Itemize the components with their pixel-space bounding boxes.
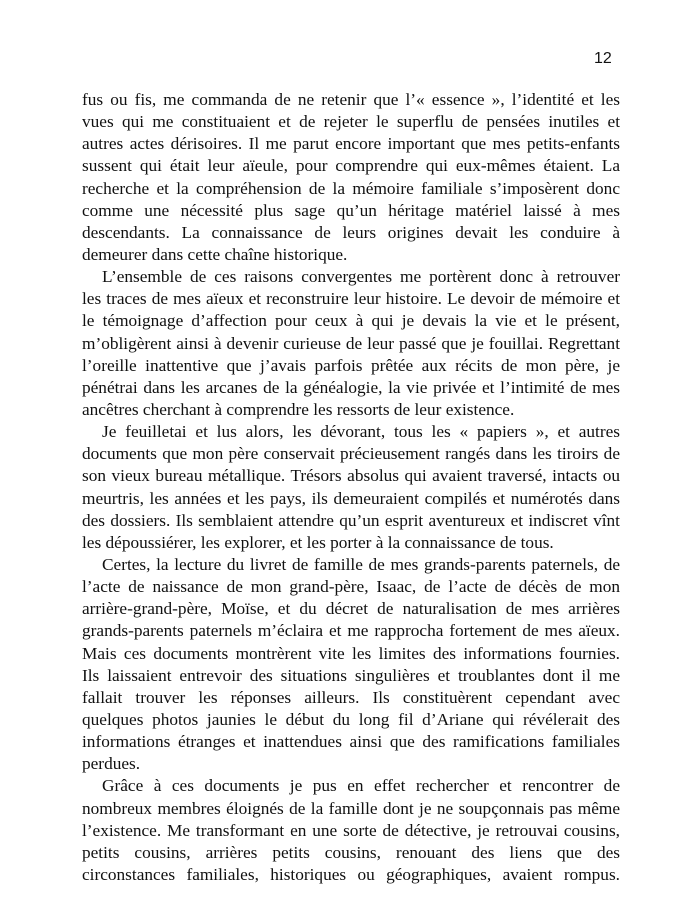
text-line: documents que mon père conservait précieusement rangés dans les tiroirs de (82, 444, 620, 464)
text-line: son vieux bureau métallique. Trésors absolus qui avaient traversé, intacts ou (82, 466, 620, 486)
text-line: meurtris, les années et les pays, ils demeuraient compilés et numérotés dans (82, 488, 620, 508)
paragraph (82, 266, 620, 421)
paragraph (82, 554, 620, 775)
text-line: le témoignage d’affection pour ceux à qui je devais la vie et le présent, (82, 311, 620, 331)
text-line: sussent qui était leur aïeule, pour comprendre qui eux-mêmes étaient. La (82, 156, 620, 176)
text-line: Je feuilletai et lus alors, les dévorant, tous les « papiers », et autres (102, 422, 620, 442)
text-line: Grâce à ces documents je pus en effet rechercher et rencontrer de (102, 776, 620, 796)
text-line: m’obligèrent ainsi à devenir curieuse de leur passé que je fouillai. Regrettant (82, 333, 620, 353)
text-line: Ils laissaient entrevoir des situations singulières et troublantes dont il me (82, 665, 620, 685)
text-line: perdues. (82, 754, 141, 774)
text-line: ancêtres cherchant à comprendre les ressorts de leur existence. (82, 399, 515, 419)
text-line: circonstances familiales, historiques ou géographiques, avaient rompus. (82, 864, 620, 884)
text-line: quelques photos jaunies le début du long fil d’Ariane qui révélerait des (82, 709, 620, 729)
text-line: descendants. La connaissance de leurs origines devait les conduire à (82, 222, 620, 242)
body-text (82, 89, 620, 886)
text-line: nombreux membres éloignés de la famille dont je ne soupçonnais pas même (82, 798, 620, 818)
text-line: petits cousins, arrières petits cousins, renouant des liens que des (82, 842, 620, 862)
text-line: les dépoussiérer, les explorer, et les porter à la connaissance de tous. (82, 532, 554, 552)
text-line: pénétrai dans les arcanes de la généalogie, la vie privée et l’intimité de mes (82, 377, 620, 397)
text-line: arrière-grand-père, Moïse, et du décret de naturalisation de mes arrières (82, 599, 620, 619)
paragraph (82, 421, 620, 554)
paragraph (82, 775, 620, 886)
text-line: l’existence. Me transformant en une sorte de détective, je retrouvai cousins, (82, 820, 620, 840)
text-line: autres actes dérisoires. Il me parut encore important que mes petits-enfants (82, 134, 620, 154)
page-number: 12 (594, 50, 612, 67)
text-line: l’acte de naissance de mon grand-père, Isaac, de l’acte de décès de mon (82, 577, 620, 597)
text-line: grands-parents paternels m’éclaira et me rapprocha fortement de mes aïeux. (82, 621, 620, 641)
text-line: les traces de mes aïeux et reconstruire leur histoire. Le devoir de mémoire et (82, 289, 620, 309)
text-line: recherche et la compréhension de la mémoire familiale s’imposèrent donc (82, 178, 620, 198)
text-line: demeurer dans cette chaîne historique. (82, 244, 348, 264)
text-line: informations étranges et inattendues ainsi que des ramifications familiales (82, 732, 620, 752)
text-line: des dossiers. Ils semblaient attendre qu’un esprit aventureux et indiscret vînt (82, 510, 620, 530)
text-line: L’ensemble de ces raisons convergentes me portèrent donc à retrouver (102, 267, 620, 287)
text-line: Mais ces documents montrèrent vite les limites des informations fournies. (82, 643, 620, 663)
text-line: fallait trouver les réponses ailleurs. Ils constituèrent cependant avec (82, 687, 620, 707)
text-line: l’oreille inattentive que j’avais parfois prêtée aux récits de mon père, je (82, 355, 620, 375)
text-line: fus ou fis, me commanda de ne retenir que l’« essence », l’identité et les (82, 90, 620, 109)
text-line: Certes, la lecture du livret de famille de mes grands-parents paternels, de (102, 554, 620, 574)
paragraph (82, 89, 620, 266)
text-line: vues qui me constituaient et de rejeter le superflu de pensées inutiles et (82, 112, 620, 132)
text-line: comme une nécessité plus sage qu’un héritage matériel laissé à mes (82, 200, 620, 220)
